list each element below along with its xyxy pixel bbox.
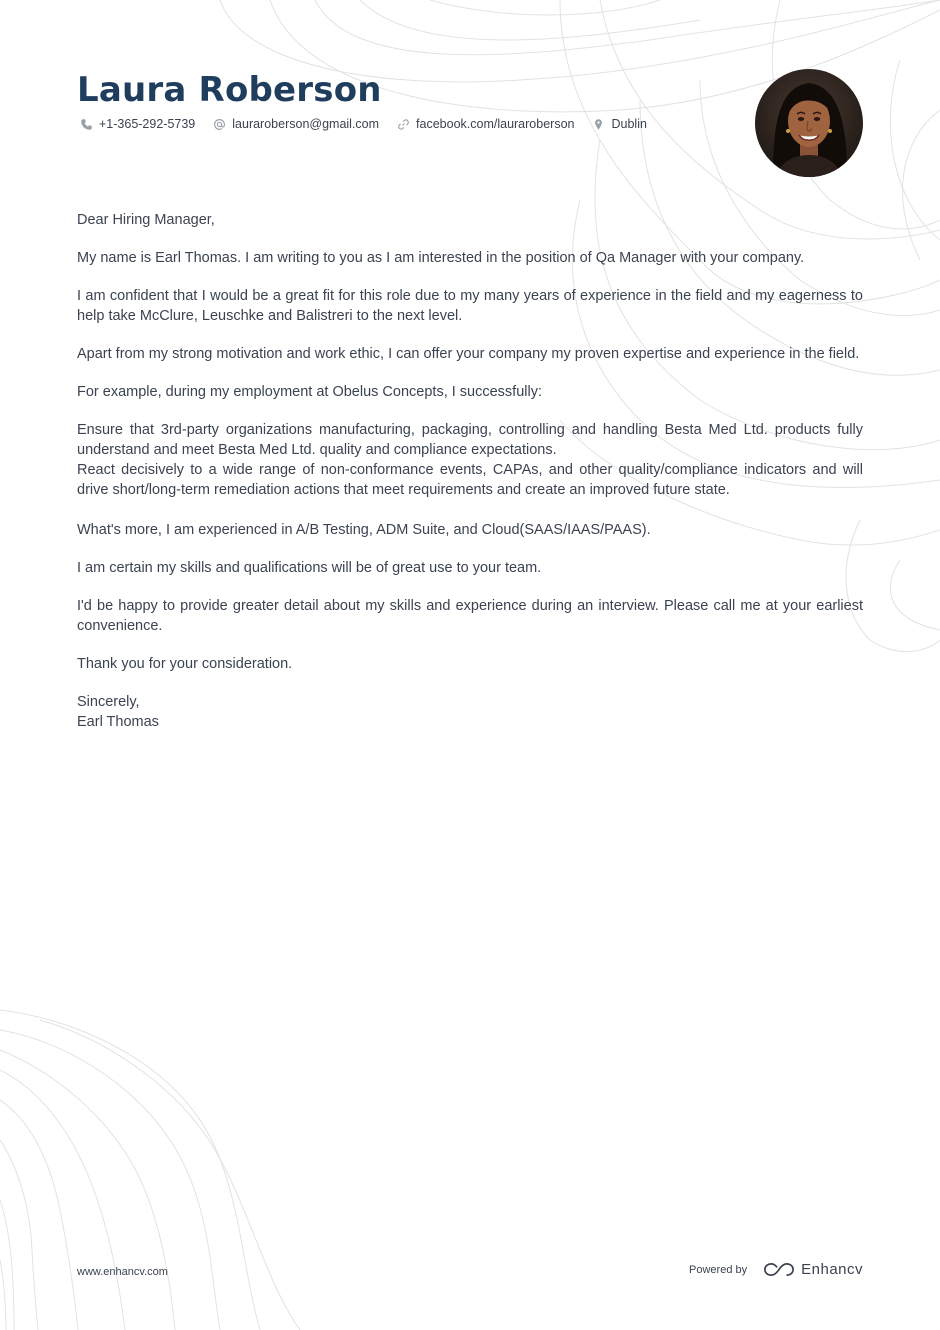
paragraph-interview: I'd be happy to provide greater detail about my skills and experience during an interview. Please call me at your earliest convenience. [77, 598, 863, 634]
achievement-item: Ensure that 3rd-party organizations manufacturing, packaging, controlling and handling Besta Med Ltd. products fully understand and meet Besta Med Ltd. quality and compliance expectations. [77, 422, 863, 458]
closing: Sincerely, [77, 694, 140, 710]
paragraph-expertise: Apart from my strong motivation and work ethic, I can offer your company my proven expertise and experience in the field. [77, 346, 860, 362]
brand-name: Enhancv [801, 1261, 863, 1278]
location-icon [592, 118, 605, 131]
contact-email[interactable] [213, 117, 379, 131]
paragraph-thanks: Thank you for your consideration. [77, 656, 293, 672]
at-icon [213, 118, 226, 131]
email-text: lauraroberson@gmail.com [232, 117, 380, 131]
enhancv-logo-icon [763, 1261, 795, 1278]
link-text: facebook.com/lauraroberson [416, 117, 575, 131]
contact-phone[interactable] [80, 117, 195, 131]
paragraph-fit: I am confident that I would be a great fit for this role due to my many years of experience in the field and my eagerness to help take McClure, Leuschke and Balistreri to the next level. [77, 288, 863, 324]
footer [77, 1261, 863, 1281]
powered-by-label: Powered by [689, 1263, 748, 1276]
contact-link[interactable] [397, 117, 574, 131]
brand-logo[interactable] [763, 1261, 863, 1278]
letter-body [77, 210, 863, 732]
powered-by [689, 1261, 863, 1278]
greeting: Dear Hiring Manager, [77, 212, 215, 228]
profile-photo [755, 69, 863, 177]
link-icon [397, 118, 410, 131]
avatar-portrait [755, 69, 863, 177]
paragraph-example: For example, during my employment at Obelus Concepts, I successfully: [77, 384, 542, 400]
footer-website-link[interactable]: www.enhancv.com [77, 1266, 168, 1278]
paragraph-qualifications: I am certain my skills and qualifications will be of great use to your team. [77, 560, 542, 576]
signature: Earl Thomas [77, 714, 159, 730]
phone-icon [80, 118, 93, 131]
achievement-item: React decisively to a wide range of non-conformance events, CAPAs, and other quality/compliance indicators and will drive short/long-term remediation actions that meet requirements and create an improved future state. [77, 462, 863, 498]
contact-info [80, 117, 647, 131]
contact-location [592, 117, 646, 131]
location-text: Dublin [611, 117, 647, 131]
paragraph-intro: My name is Earl Thomas. I am writing to you as I am interested in the position of Qa Manager with your company. [77, 250, 805, 266]
candidate-name: Laura Roberson [77, 70, 382, 110]
paragraph-skills: What's more, I am experienced in A/B Testing, ADM Suite, and Cloud(SAAS/IAAS/PAAS). [77, 522, 651, 538]
phone-text: +1-365-292-5739 [99, 117, 196, 131]
